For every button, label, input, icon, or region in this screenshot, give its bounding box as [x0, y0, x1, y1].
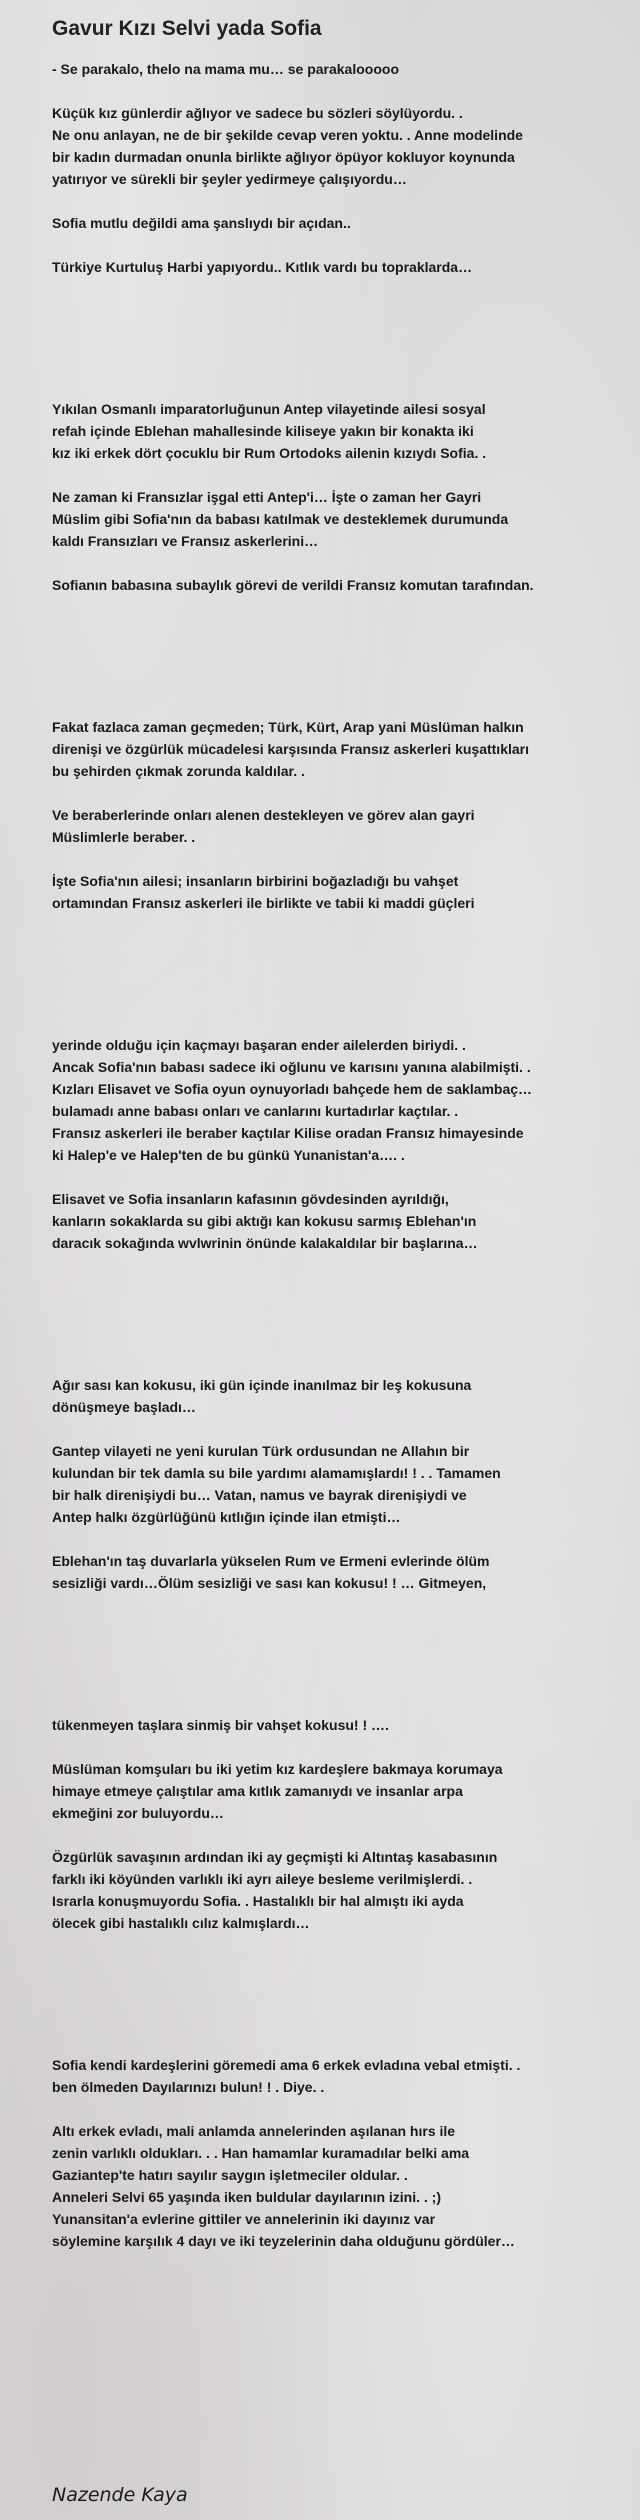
poem-line: Özgürlük savaşının ardından iki ay geçmişti ki Altıntaş kasabasının	[52, 1849, 498, 1865]
stanza	[52, 1714, 608, 1736]
stanza-gap	[52, 848, 608, 870]
poem-line: Israrla konuşmuyordu Sofia. . Hastalıklı bir hal almıştı iki ayda	[52, 1893, 464, 1909]
stanza-gap	[52, 278, 608, 398]
poem-line: ki Halep'e ve Halep'ten de bu günkü Yunanistan'a…. .	[52, 1147, 405, 1163]
stanza-gap	[52, 234, 608, 256]
stanza-gap	[52, 1166, 608, 1188]
poem-line: Türkiye Kurtuluş Harbi yapıyordu.. Kıtlık vardı bu topraklarda…	[52, 259, 473, 275]
poem-line: Fransız askerleri ile beraber kaçtılar Kilise oradan Fransız himayesinde	[52, 1125, 524, 1141]
poem-line: ekmeğini zor buluyordu…	[52, 1805, 224, 1821]
stanza	[52, 1846, 608, 1934]
poem-line: daracık sokağında wvlwrinin önünde kalakaldılar bir başlarına…	[52, 1235, 478, 1251]
author-name: Nazende Kaya	[52, 2484, 188, 2506]
poem-line: himaye etmeye çalıştılar ama kıtlık zamanıydı ve insanlar arpa	[52, 1783, 463, 1799]
stanza-gap	[52, 1254, 608, 1374]
poem-line: - Se parakalo, thelo na mama mu… se parakalooooo	[52, 61, 399, 77]
stanza	[52, 212, 608, 234]
stanza-gap	[52, 1418, 608, 1440]
poem-line: kulundan bir tek damla su bile yardımı alamamışlardı! ! . . Tamamen	[52, 1465, 501, 1481]
poem-line: kanların sokaklarda su gibi aktığı kan kokusu sarmış Eblehan'ın	[52, 1213, 477, 1229]
poem-line: Yunansitan'a evlerine gittiler ve annelerinin iki dayınız var	[52, 2211, 436, 2227]
stanza	[52, 870, 608, 914]
stanza	[52, 1188, 608, 1254]
poem-line: dönüşmeye başladı…	[52, 1399, 196, 1415]
poem-line: tükenmeyen taşlara sinmiş bir vahşet kokusu! ! ….	[52, 1717, 389, 1733]
stanza	[52, 804, 608, 848]
poem-line: Ağır sası kan kokusu, iki gün içinde inanılmaz bir leş kokusuna	[52, 1377, 472, 1393]
poem-line: Eblehan'ın taş duvarlarla yükselen Rum ve Ermeni evlerinde ölüm	[52, 1553, 490, 1569]
poem-line: Altı erkek evladı, mali anlamda annelerinden aşılanan hırs ile	[52, 2123, 456, 2139]
poem-line: söylemine karşılık 4 dayı ve iki teyzelerinin daha olduğunu gördüler…	[52, 2233, 515, 2249]
poem-line: Sofia mutlu değildi ama şanslıydı bir açıdan..	[52, 215, 351, 231]
stanza-gap	[52, 914, 608, 1034]
poem-line: zenin varlıklı oldukları. . . Han hamamlar kuramadılar belki ama	[52, 2145, 470, 2161]
poem-line: Küçük kız günlerdir ağlıyor ve sadece bu sözleri söylüyordu. .	[52, 105, 463, 121]
poem-line: Antep halkı özgürlüğünü kıtlığın içinde ilan etmişti…	[52, 1509, 401, 1525]
stanza	[52, 486, 608, 552]
stanza	[52, 1440, 608, 1528]
stanza-gap	[52, 1934, 608, 2054]
poem-line: ben ölmeden Dayılarınızı bulun! ! . Diye. .	[52, 2079, 325, 2095]
stanza	[52, 1758, 608, 1824]
stanza	[52, 2054, 608, 2098]
poem-line: Müslim gibi Sofia'nın da babası katılmak ve desteklemek durumunda	[52, 511, 509, 527]
stanza	[52, 574, 608, 596]
poem-line: Ve beraberlerinde onları alenen destekleyen ve görev alan gayri	[52, 807, 475, 823]
stanza-gap	[52, 80, 608, 102]
stanza-gap	[52, 464, 608, 486]
poem-line: kız iki erkek dört çocuklu bir Rum Ortodoks ailenin kızıydı Sofia. .	[52, 445, 487, 461]
poem-line: yerinde olduğu için kaçmayı başaran ender ailelerden biriydi. .	[52, 1037, 466, 1053]
stanza-gap	[52, 552, 608, 574]
poem-line: Ancak Sofia'nın babası sadece iki oğlunu ve karısını yanına alabilmişti. .	[52, 1059, 531, 1075]
poem-line: Gantep vilayeti ne yeni kurulan Türk ordusundan ne Allahın bir	[52, 1443, 470, 1459]
poem-line: refah içinde Eblehan mahallesinde kiliseye yakın bir konakta iki	[52, 423, 474, 439]
poem-line: farklı iki köyünden varlıklı iki ayrı aileye besleme verilmişlerdi. .	[52, 1871, 473, 1887]
stanza-gap	[52, 1594, 608, 1714]
poem-body	[52, 58, 608, 2252]
poem-line: Müslimlerle beraber. .	[52, 829, 196, 845]
stanza	[52, 102, 608, 190]
poem-line: Kızları Elisavet ve Sofia oyun oynuyorladı bahçede hem de saklambaç…	[52, 1081, 533, 1097]
poem-line: ölecek gibi hastalıklı cılız kalmışlardı…	[52, 1915, 310, 1931]
stanza-gap	[52, 596, 608, 716]
stanza	[52, 1034, 608, 1166]
poem-line: Müslüman komşuları bu iki yetim kız kardeşlere bakmaya korumaya	[52, 1761, 503, 1777]
stanza-gap	[52, 1736, 608, 1758]
poem-line: kaldı Fransızları ve Fransız askerlerini…	[52, 533, 319, 549]
poem-line: Ne onu anlayan, ne de bir şekilde cevap veren yoktu. . Anne modelinde	[52, 127, 523, 143]
stanza-gap	[52, 782, 608, 804]
stanza	[52, 1550, 608, 1594]
poem-line: Ne zaman ki Fransızlar işgal etti Antep'i… İşte o zaman her Gayri	[52, 489, 482, 505]
stanza	[52, 2120, 608, 2252]
poem-line: İşte Sofia'nın ailesi; insanların birbirini boğazladığı bu vahşet	[52, 873, 459, 889]
poem-line: Yıkılan Osmanlı imparatorluğunun Antep vilayetinde ailesi sosyal	[52, 401, 486, 417]
poem-line: bulamadı anne babası onları ve canlarını kurtadırlar kaçtılar. .	[52, 1103, 459, 1119]
stanza-gap	[52, 1528, 608, 1550]
poem-line: yatırıyor ve sürekli bir şeyler yedirmeye çalışıyordu…	[52, 171, 407, 187]
poem-line: direnişi ve özgürlük mücadelesi karşısında Fransız askerleri kuşattıkları	[52, 741, 529, 757]
poem-line: ortamından Fransız askerleri ile birlikte ve tabii ki maddi güçleri	[52, 895, 475, 911]
stanza	[52, 1374, 608, 1418]
stanza	[52, 398, 608, 464]
poem-line: Fakat fazlaca zaman geçmeden; Türk, Kürt, Arap yani Müslüman halkın	[52, 719, 524, 735]
stanza-gap	[52, 1824, 608, 1846]
poem-line: Elisavet ve Sofia insanların kafasının gövdesinden ayrıldığı,	[52, 1191, 449, 1207]
stanza-gap	[52, 2098, 608, 2120]
poem-line: Gaziantep'te hatırı sayılır saygın işletmeciler oldular. .	[52, 2167, 408, 2183]
poem-line: bir kadın durmadan onunla birlikte ağlıyor öpüyor kokluyor koynunda	[52, 149, 515, 165]
poem-line: Anneleri Selvi 65 yaşında iken buldular dayılarının izini. . ;)	[52, 2189, 441, 2205]
stanza	[52, 58, 608, 80]
stanza	[52, 716, 608, 782]
poem-title: Gavur Kızı Selvi yada Sofia	[52, 17, 322, 40]
poem-line: bu şehirden çıkmak zorunda kaldılar. .	[52, 763, 305, 779]
poem-line: Sofianın babasına subaylık görevi de verildi Fransız komutan tarafından.	[52, 577, 534, 593]
stanza-gap	[52, 190, 608, 212]
poem-line: sesizliği vardı…Ölüm sesizliği ve sası kan kokusu! ! … Gitmeyen,	[52, 1575, 487, 1591]
poem-line: bir halk direnişiydi bu… Vatan, namus ve bayrak direnişiydi ve	[52, 1487, 467, 1503]
poem-line: Sofia kendi kardeşlerini göremedi ama 6 erkek evladına vebal etmişti. .	[52, 2057, 521, 2073]
stanza	[52, 256, 608, 278]
